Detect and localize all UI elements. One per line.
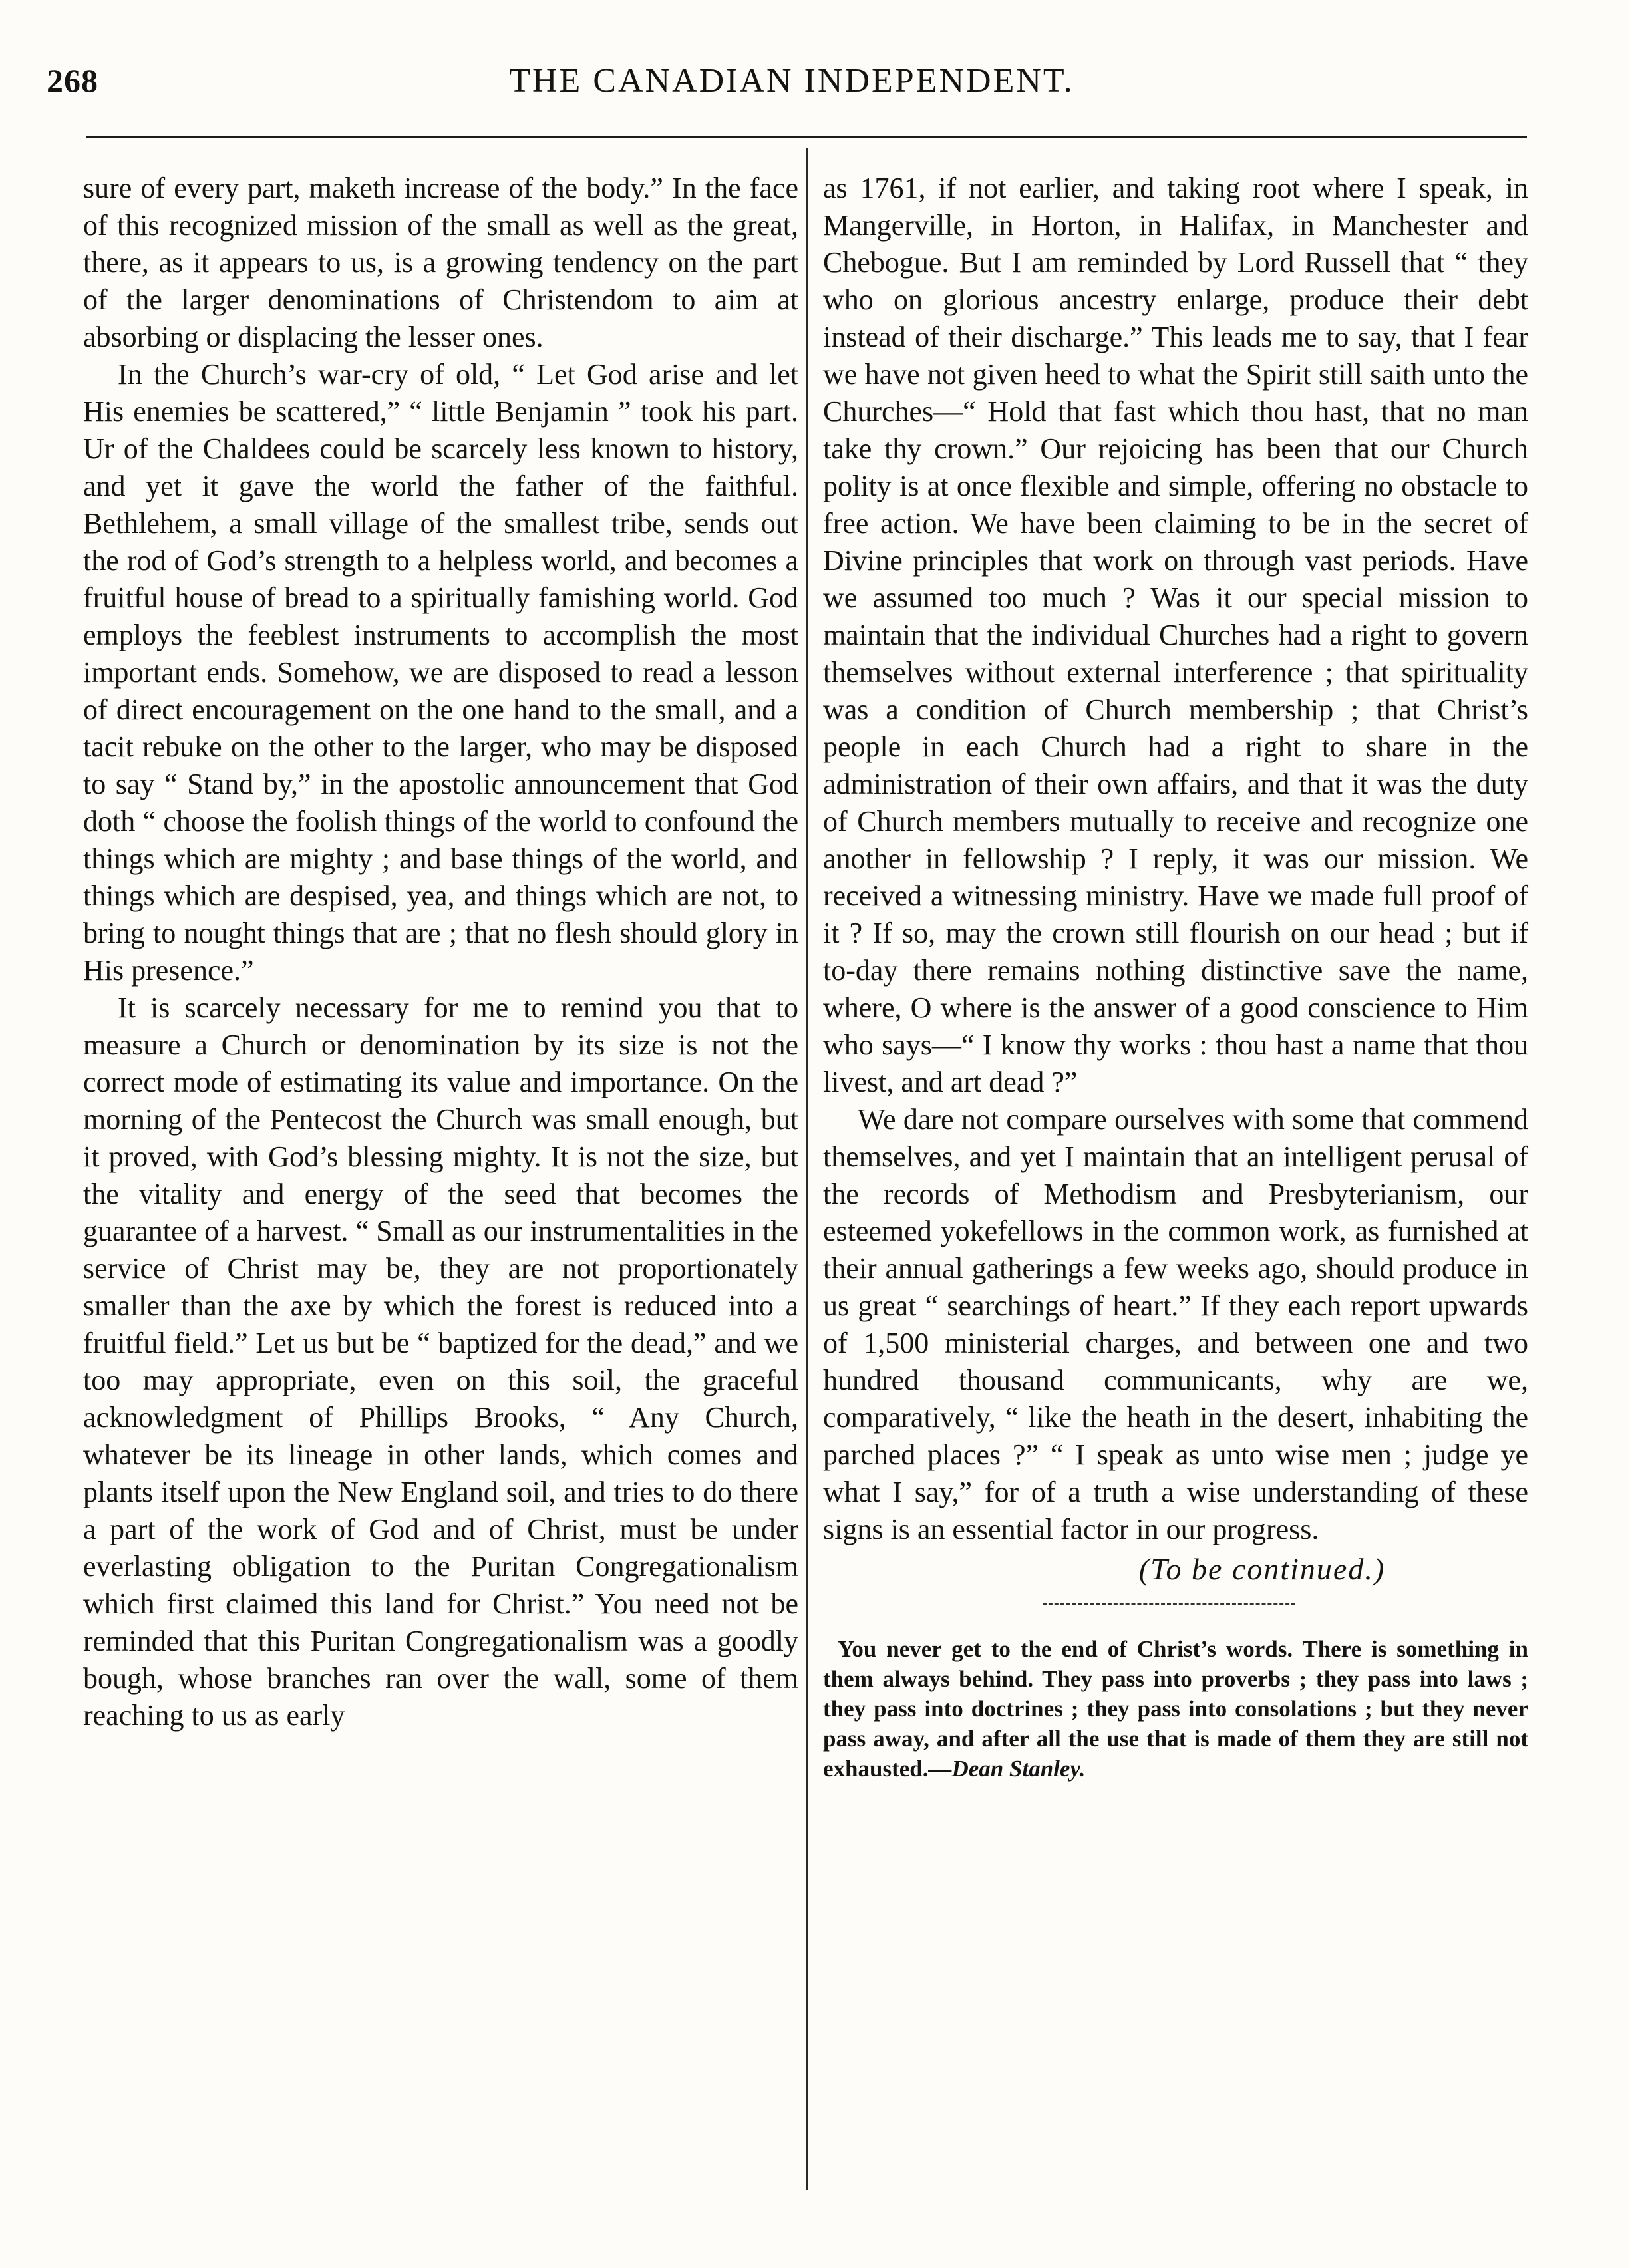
paragraph: In the Church’s war-cry of old, “ Let God arise and let His enemies be scattered,” “ little Benjamin ” took his part. Ur of the Chaldees could be scarcely less known to history, and yet it gave the world the father of the faithful. Bethlehem, a small village of the smallest tribe, sends out the rod of God’s strength to a helpless world, and becomes a fruitful house of bread to a spiritually famishing world. God employs the feeblest instruments to accomplish the most important ends. Somehow, we are disposed to read a lesson of direct encouragement on the one hand to the small, and a tacit rebuke on the other to the larger, who may be disposed to say “ Stand by,” in the apostolic announcement that God doth “ choose the foolish things of the world to confound the things which are mighty ; and base things of the world, and things which are despised, yea, and things which are not, to bring to nought things that are ; that no flesh should glory in His presence.”	[83, 358, 798, 987]
left-column	[83, 170, 798, 1734]
continued-note: (To be continued.)	[1138, 1552, 1386, 1586]
section-divider	[1043, 1603, 1295, 1606]
header-rule	[86, 136, 1527, 138]
page-number: 268	[47, 62, 98, 99]
pull-quote	[823, 1634, 1528, 1784]
paragraph: We dare not compare ourselves with some that commend themselves, and yet I maintain that an intelligent perusal of the records of Methodism and Presbyterianism, our esteemed yokefellows in the common work, as furnished at their annual gatherings a few weeks ago, should produce in us great “ searchings of heart.” If they each report upwards of 1,500 ministerial charges, and between one and two hundred thousand communicants, why are we, comparatively, “ like the heath in the desert, inhabiting the parched places ?” “ I speak as unto wise men ; judge ye what I say,” for of a truth a wise understanding of these signs is an essential factor in our progress.	[823, 1103, 1528, 1545]
paragraph: It is scarcely necessary for me to remind you that to measure a Church or denomination by its size is not the correct mode of estimating its value and importance. On the morning of the Pentecost the Church was small enough, but it proved, with God’s blessing mighty. It is not the size, but the vitality and energy of the seed that becomes the guarantee of a harvest. “ Small as our instrumentalities in the service of Christ may be, they are not proportionately smaller than the axe by which the forest is reduced into a fruitful field.” Let us but be “ baptized for the dead,” and we too may appropriate, even on this soil, the graceful acknowledgment of Phillips Brooks, “ Any Church, whatever be its lineage in other lands, which comes and plants itself upon the New England soil, and tries to do there a part of the work of God and of Christ, must be under everlasting obligation to the Puritan Congregationalism which first claimed this land for Christ.” You need not be reminded that this Puritan Congregationalism was a goodly bough, whose branches ran over the wall, some of them reaching to us as early	[83, 991, 798, 1732]
quote-text: You never get to the end of Christ’s words. There is something in them always behind. They pass into proverbs ; they pass into laws ; they pass into doctrines ; they pass into consolations ; but they never pass away, and after all the use that is made of them they are still not exhausted.	[823, 1636, 1528, 1782]
page-header	[47, 61, 1537, 114]
journal-title: THE CANADIAN INDEPENDENT.	[509, 62, 1074, 100]
column-divider	[806, 148, 808, 2190]
right-column	[823, 170, 1528, 1784]
quote-author: —Dean Stanley.	[928, 1756, 1086, 1782]
paragraph: sure of every part, maketh increase of the body.” In the face of this recognized mission of the small as well as the great, there, as it appears to us, is a growing tendency on the part of the larger denominations of Christendom to aim at absorbing or displacing the lesser ones.	[83, 172, 798, 353]
paragraph: as 1761, if not earlier, and taking root where I speak, in Mangerville, in Horton, in Halifax, in Manchester and Chebogue. But I am reminded by Lord Russell that “ they who on glorious ancestry enlarge, produce their debt instead of their discharge.” This leads me to say, that I fear we have not given heed to what the Spirit still saith unto the Churches—“ Hold that fast which thou hast, that no man take thy crown.” Our rejoicing has been that our Church polity is at once flexible and simple, offering no obstacle to free action. We have been claiming to be in the secret of Divine principles that work on through vast periods. Have we assumed too much ? Was it our special mission to maintain that the individual Churches had a right to govern themselves without external interference ; that spirituality was a condition of Church membership ; that Christ’s people in each Church had a right to share in the administration of their own affairs, and that it was the duty of Church members mutually to receive and recognize one another in fellowship ? I reply, it was our mission. We received a witnessing ministry. Have we made full proof of it ? If so, may the crown still flourish on our head ; but if to-day there remains nothing distinctive save the name, where, O where is the answer of a good conscience to Him who says—“ I know thy works : thou hast a name that thou livest, and art dead ?”	[823, 172, 1528, 1098]
